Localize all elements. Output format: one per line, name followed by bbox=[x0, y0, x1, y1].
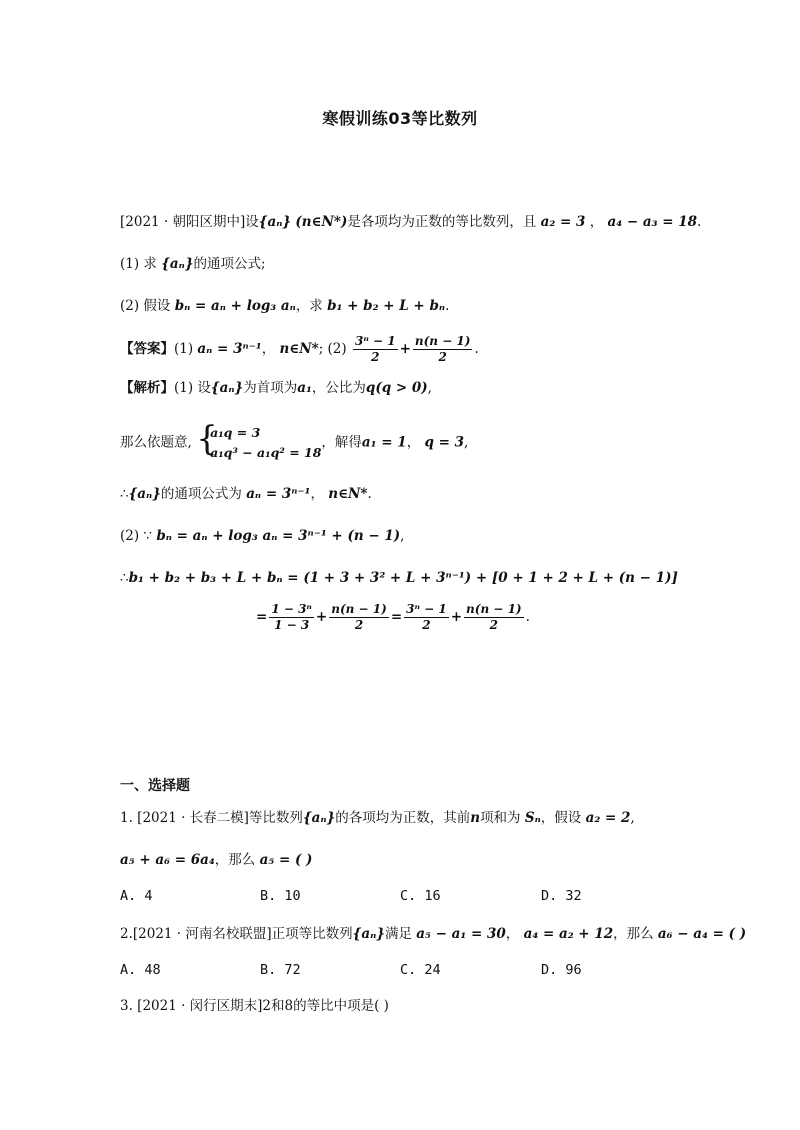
therefore-symbol: ∴ bbox=[120, 570, 129, 586]
example-text: 是各项均为正数的等比数列，且 bbox=[347, 214, 537, 230]
analysis-text: ，公比为 bbox=[311, 380, 366, 396]
question-1: 1. [2021 · 长春二模]等比数列{aₙ}的各项均为正数，其前n项和为 Sₙ，假设 a₂ = 2, bbox=[120, 810, 635, 826]
frac-num: 1 − 3ⁿ bbox=[271, 602, 312, 616]
section-title: 一、选择题 bbox=[120, 778, 190, 794]
math-bn-expr: bₙ = aₙ + log₃ aₙ = 3ⁿ⁻¹ + (n − 1) bbox=[156, 528, 401, 544]
analysis-line-1: 【解析】(1) 设{aₙ}为首项为a₁，公比为q(q > 0), bbox=[120, 380, 432, 396]
frac-den: 2 bbox=[489, 618, 499, 632]
math-expr: a₄ = a₂ + 12 bbox=[523, 926, 614, 942]
question-text: 满足 bbox=[384, 926, 412, 942]
answer-fraction-2 bbox=[413, 334, 473, 365]
option-d[interactable]: D. 96 bbox=[541, 962, 582, 978]
analysis-system: 那么依题意, { a₁q = 3 a₁q³ − a₁q² = 18 ，解得a₁ = 1， q = 3, bbox=[120, 423, 468, 469]
question-3: 3. [2021 · 闵行区期末]2和8的等比中项是( ) bbox=[120, 998, 389, 1014]
math-set-an: {aₙ} bbox=[161, 256, 194, 272]
math-expr: a₅ − a₁ = 30 bbox=[416, 926, 506, 942]
system-row: a₁q = 3 bbox=[210, 425, 261, 440]
frac-num: 3ⁿ − 1 bbox=[354, 334, 396, 348]
analysis-text: (1) 设 bbox=[174, 380, 211, 396]
therefore-symbol: ∴ bbox=[120, 486, 129, 502]
example-question-2: (2) 假设 bₙ = aₙ + log₃ aₙ，求 b₁ + b₂ + L + bₙ. bbox=[120, 298, 450, 314]
page-title: 寒假训练03等比数列 bbox=[322, 109, 478, 128]
math-condition: (n∈N*) bbox=[295, 214, 348, 230]
math-answer-an: aₙ = 3ⁿ⁻¹ bbox=[197, 341, 262, 357]
math-set-an: {aₙ} bbox=[258, 214, 292, 230]
q2-label: (2) 假设 bbox=[120, 298, 171, 314]
option-b[interactable]: B. 10 bbox=[260, 888, 301, 904]
math-cond: n∈N* bbox=[328, 486, 368, 502]
analysis-label: 【解析】 bbox=[120, 380, 174, 396]
frac-den: 2 bbox=[422, 618, 431, 632]
question-text: ，那么 bbox=[214, 852, 256, 868]
analysis-conclusion-1: ∴{aₙ}的通项公式为 aₙ = 3ⁿ⁻¹， n∈N*. bbox=[120, 486, 372, 502]
math-set-an: {aₙ} bbox=[352, 926, 385, 942]
frac-num: n(n − 1) bbox=[414, 334, 471, 348]
math-sum-expr: b₁ + b₂ + b₃ + L + bₙ = (1 + 3 + 3² + L + 3ⁿ⁻¹) + [0 + 1 + 2 + L + (n − 1)] bbox=[128, 570, 678, 586]
math-set-an: {aₙ} bbox=[210, 380, 244, 396]
analysis-line-2: (2) ∵ bₙ = aₙ + log₃ aₙ = 3ⁿ⁻¹ + (n − 1), bbox=[120, 528, 405, 544]
analysis-result-line: = $\frac{\text{1 − 3ⁿ}}{1 - 3}$ + $\frac{n(n - 1)}{2}$ = $\frac{\text{3ⁿ − 1}}{2}$ + $\frac{n(n - 1)}{2}$ . bbox=[256, 602, 530, 632]
math-n: n bbox=[470, 810, 481, 826]
math-q: q(q > 0) bbox=[365, 380, 428, 396]
option-c[interactable]: C. 16 bbox=[400, 888, 441, 904]
result-fraction bbox=[464, 602, 524, 633]
math-a2: a₂ = 3 bbox=[540, 214, 586, 230]
analysis-text: 那么依题意, bbox=[120, 434, 192, 451]
question-1-line2 bbox=[120, 850, 312, 870]
option-c[interactable]: C. 24 bbox=[400, 962, 441, 978]
analysis-text: ，解得 bbox=[321, 434, 362, 451]
math-a2: a₂ = 2 bbox=[585, 810, 631, 826]
frac-den: 2 bbox=[438, 350, 447, 364]
question-2: 2.[2021 · 河南名校联盟]正项等比数列{aₙ}满足 a₅ − a₁ = 30， a₄ = a₂ + 12，那么 a₆ − a₄ = ( ) bbox=[120, 926, 747, 942]
math-ask: a₅ = ( ) bbox=[259, 852, 313, 868]
example-question-1 bbox=[120, 254, 266, 274]
brace-icon: { bbox=[196, 419, 218, 459]
answer-label: 【答案】 bbox=[120, 341, 174, 357]
math-a1-val: a₁ = 1 bbox=[361, 434, 407, 451]
answer-part1-label: (1) bbox=[174, 341, 194, 357]
option-a[interactable]: A. 4 bbox=[120, 888, 153, 904]
math-bn-sum: b₁ + b₂ + L + bₙ bbox=[327, 298, 446, 314]
question-text: 项和为 bbox=[480, 810, 521, 826]
question-text: 2.[2021 · 河南名校联盟]正项等比数列 bbox=[120, 926, 353, 942]
example-source: [2021 · 朝阳区期中]设 bbox=[120, 214, 259, 230]
frac-den: 1 − 3 bbox=[274, 618, 310, 632]
math-bn-def: bₙ = aₙ + log₃ aₙ bbox=[174, 298, 296, 314]
equation-system bbox=[196, 419, 322, 463]
frac-num: 3ⁿ − 1 bbox=[406, 602, 447, 616]
q2-text: ，求 bbox=[295, 298, 323, 314]
question-text: ，那么 bbox=[613, 926, 654, 942]
example-statement: [2021 · 朝阳区期中]设{aₙ} (n∈N*)是各项均为正数的等比数列，且 a₂ = 3 ， a₄ − a₃ = 18. bbox=[120, 214, 702, 230]
math-expr: a₅ + a₆ = 6a₄ bbox=[120, 852, 215, 868]
math-q-val: q = 3 bbox=[424, 434, 465, 451]
analysis-text: 的通项公式为 bbox=[160, 486, 242, 502]
frac-num: n(n − 1) bbox=[331, 602, 387, 616]
math-a4-a3: a₄ − a₃ = 18 bbox=[607, 214, 698, 230]
option-b[interactable]: B. 72 bbox=[260, 962, 301, 978]
math-an-formula: aₙ = 3ⁿ⁻¹ bbox=[246, 486, 311, 502]
question-text: ，假设 bbox=[540, 810, 582, 826]
option-d[interactable]: D. 32 bbox=[541, 888, 582, 904]
question-text: 1. [2021 · 长春二模]等比数列 bbox=[120, 810, 303, 826]
answer-line: 【答案】(1) aₙ = 3ⁿ⁻¹， n∈N*; (2) $\frac{\text{3ⁿ − 1}}{2}$ + $\frac{n(n - 1)}{2}$ . bbox=[120, 334, 479, 364]
frac-den: 2 bbox=[354, 618, 364, 632]
math-set-an: {aₙ} bbox=[302, 810, 336, 826]
result-fraction bbox=[269, 602, 314, 633]
answer-part2-label: ; (2) bbox=[318, 341, 347, 357]
analysis-text: 为首项为 bbox=[243, 380, 298, 396]
q1-text: 的通项公式; bbox=[193, 256, 266, 272]
math-set-an: {aₙ} bbox=[128, 486, 161, 502]
answer-fraction-1 bbox=[353, 334, 398, 365]
math-answer-cond: n∈N* bbox=[279, 341, 319, 357]
because-label: (2) ∵ bbox=[120, 528, 153, 544]
math-ask: a₆ − a₄ = ( ) bbox=[657, 926, 747, 942]
math-a1: a₁ bbox=[297, 380, 312, 396]
result-fraction bbox=[404, 602, 449, 633]
frac-den: 2 bbox=[371, 350, 380, 364]
option-a[interactable]: A. 48 bbox=[120, 962, 161, 978]
question-text: 的各项均为正数，其前 bbox=[335, 810, 471, 826]
math-sn: Sₙ bbox=[524, 810, 541, 826]
frac-num: n(n − 1) bbox=[466, 602, 522, 616]
q1-label: (1) 求 bbox=[120, 256, 157, 272]
result-fraction bbox=[329, 602, 389, 633]
analysis-sum-line bbox=[120, 568, 678, 588]
system-row: a₁q³ − a₁q² = 18 bbox=[210, 445, 322, 460]
